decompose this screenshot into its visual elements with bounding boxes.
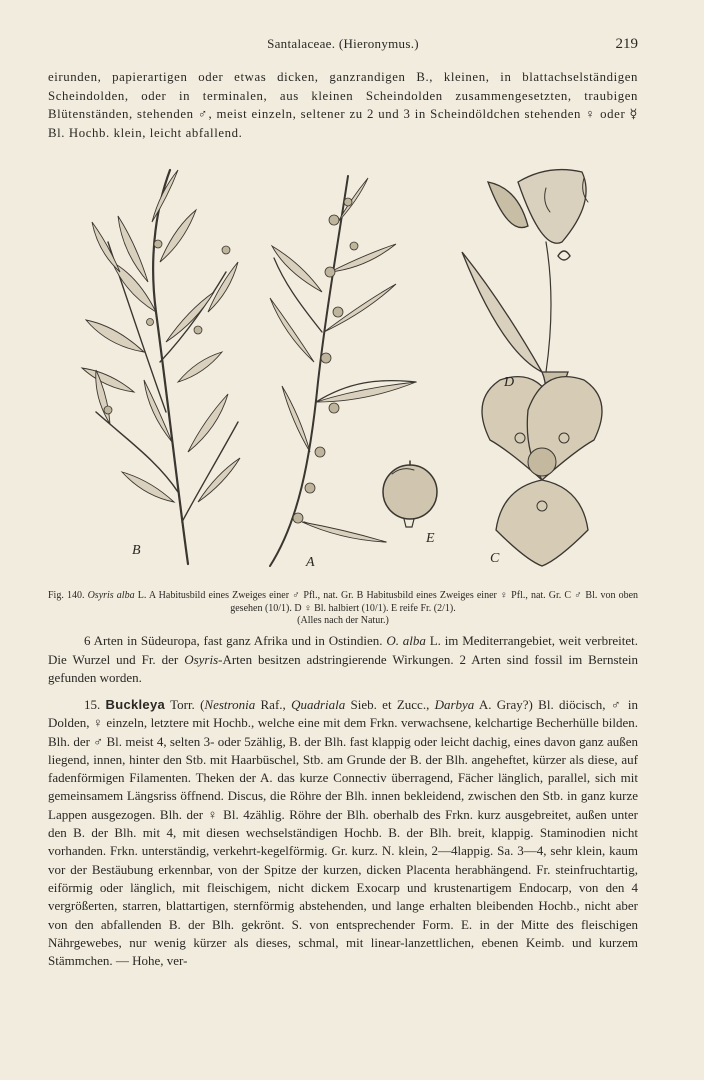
botanical-figure	[48, 162, 638, 582]
genus-paragraph	[48, 696, 638, 970]
caption-d: D ♀ Bl. halbiert (10/1).	[294, 602, 389, 614]
synonym-nestronia: Nestronia	[204, 697, 256, 712]
species-paragraph	[48, 632, 638, 688]
caption-b: B Habitusbild eines Zweiges einer ♀ Pfl., nat. Gr.	[356, 590, 562, 601]
flower-d	[462, 170, 588, 402]
running-title: Santalaceae. (Hieronymus.)	[267, 36, 419, 51]
caption-author: L.	[137, 590, 147, 601]
synonym-darbya-author: A. Gray?)	[478, 697, 533, 712]
page-number: 219	[615, 36, 638, 52]
species-text-3: -Arten besitzen adstringierende Wirkungen. 2 Arten sind fossil im Bernstein gefunden worden.	[48, 651, 639, 685]
fruit-e	[383, 461, 437, 527]
figure-illustration	[48, 162, 638, 582]
label-b: B	[132, 543, 141, 558]
figure-caption	[48, 590, 638, 628]
caption-c: C ♂ Bl. von oben gesehen (10/1).	[230, 590, 639, 614]
caption-note: (Alles nach der Natur.)	[297, 615, 389, 627]
label-d: D	[504, 375, 515, 390]
habit-branch-b	[82, 170, 240, 564]
label-a: A	[306, 555, 315, 570]
intro-paragraph: eirunden, papierartigen oder etwas dicken, ganzrandigen B., kleinen, in blattachselständigen Scheindolden, oder in terminalen, aus kleinen Scheindolden zusammengesetzten, traubigen Blütenständen, stehenden ♂, meist einzeln, seltener zu 2 und 3 in Scheindöldchen stehenden ♀ oder ☿ Bl. Hochb. klein, leicht abfallend.	[48, 70, 638, 140]
species-name-alba: O. alba	[386, 633, 426, 648]
synonym-nestronia-author: Raf.,	[260, 697, 286, 712]
genus-name: Buckleya	[105, 697, 166, 712]
genus-author: Torr. (	[170, 697, 205, 712]
species-genus-osyris: Osyris	[184, 651, 219, 667]
label-e: E	[426, 531, 435, 546]
species-text-1: 6 Arten in Südeuropa, fast ganz Afrika und in Ostindien.	[84, 633, 383, 648]
genus-number: 15.	[84, 697, 101, 712]
caption-fig-no: Fig. 140.	[48, 590, 85, 601]
synonym-quadriala-author: Sieb. et Zucc.,	[350, 697, 430, 712]
page-header	[48, 36, 638, 56]
label-c: C	[490, 551, 500, 566]
caption-a: A Habitusbild eines Zweiges einer ♂ Pfl., nat. Gr.	[148, 590, 354, 601]
genus-description: Bl. diöcisch, ♂ in Dolden, ♀ einzeln, letztere mit Hochb., welche eine mit dem Frkn. verwachsene, kelchartige Becherhülle bilden. Blh. der ♂ Bl. meist 4, selten 3- oder 5zählig, B. der Blh. fast klappig oder leicht dachig, eines davon ganz außen liegend, innen, hinter den Stb. mit Haarbüschel, Stb. am Grunde der B. der Blh. angeheftet, kürzer als diese, auf fadenförmigen Filamenten. Theken der A. das kurze Connectiv überragend, Fächer länglich, parallel, sich mit gemeinsamem Längsriss öffnend. Discus, die Röhre der Blh. innen bekleidend, zwischen den Stb. in ganz kurze Lappen ausgezogen. Blh. der ♀ Bl. 4zählig. Röhre der Blh. oberhalb des Frkn. kurz ausgebreitet, außen unter den B. der Blh. mit 4, mit diesen wechselständigen Hochb. B. der Blh. breit, klappig. Staminodien nicht vorhanden. Frkn. unterständig, verkehrt-kegelförmig. Gr. kurz. N. klein, 2—4lappig. Sa. 3—4, sehr klein, kaum vor der Bestäubung erkennbar, von der Spitze der kurzen, dicken Placenta herabhängend. Fr. steinfruchtartig, eiförmig oder länglich, mit fleischigem, nicht dickem Exocarp und krustenartigem Endocarp, von den 4 vergrößerten, starren, blattartigen, sternförmig abstehenden, und lange erhalten bleibenden Hochb., nicht aber von den abfallenden B. der Blh. gekrönt. S. von entsprechender Form. E. in der Mitte des fleischigen Nährgewebes, nur wenig kürzer als dieses, schmal, mit linear-lanzettlichen, ebenen Keimb. und kurzem Stämmchen. — Hohe, ver-	[48, 697, 639, 969]
flower-c	[482, 377, 602, 566]
species-text-2: L. im Mediterrangebiet, weit verbreitet. Die Wurzel und Fr. der	[48, 633, 639, 667]
caption-e: E reife Fr. (2/1).	[391, 602, 456, 614]
caption-species: Osyris alba	[87, 590, 135, 601]
synonym-darbya: Darbya	[434, 697, 475, 712]
synonym-quadriala: Quadriala	[291, 697, 346, 712]
